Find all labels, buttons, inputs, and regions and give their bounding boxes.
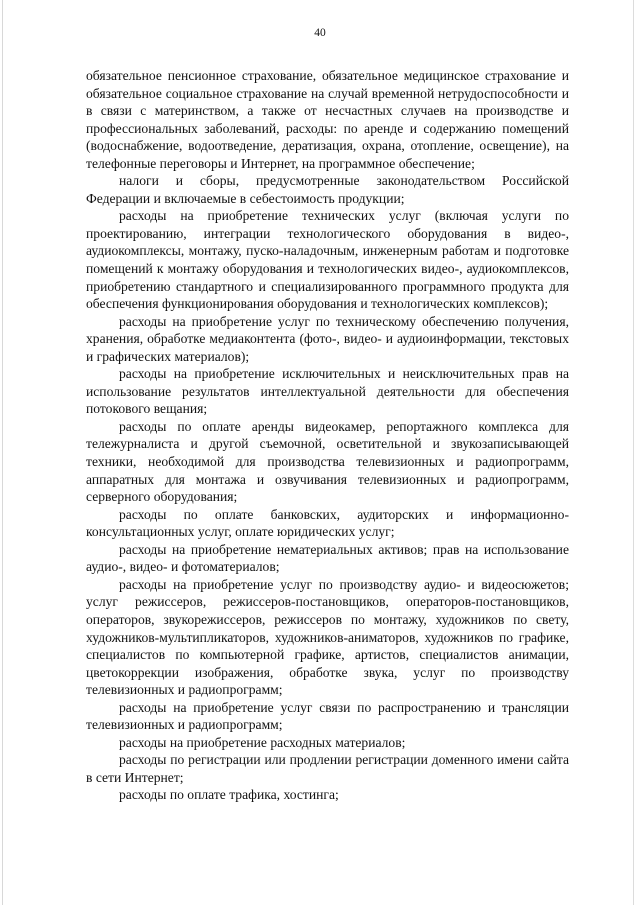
paragraph: расходы на приобретение технических услуг (включая услуги по проектированию, интеграции технологического оборудования в видео-, аудиокомплексы, монтажу, пуско-наладочным, инженерным работам и подготовке помещений к монтажу оборудования и технологических видео-, аудиокомплексов, приобретению стандартного и специализированного программного продукта для обеспечения функционирования оборудования и технологических комплексов); bbox=[86, 208, 569, 312]
document-body bbox=[86, 67, 569, 804]
paragraph: расходы по регистрации или продлении регистрации доменного имени сайта в сети Интернет; bbox=[86, 752, 569, 785]
paragraph: расходы по оплате трафика, хостинга; bbox=[119, 787, 339, 803]
paragraph: расходы на приобретение услуг связи по распространению и трансляции телевизионных и радиопрограмм; bbox=[86, 699, 569, 733]
paragraph: расходы на приобретение исключительных и неисключительных прав на использование результатов интеллектуальной деятельности для обеспечения потокового вещания; bbox=[86, 366, 569, 417]
paragraph: расходы на приобретение нематериальных активов; прав на использование аудио-, видео- и фотоматериалов; bbox=[86, 541, 569, 575]
page-number: 40 bbox=[314, 27, 326, 39]
paragraph: расходы на приобретение расходных материалов; bbox=[119, 734, 406, 750]
paragraph: расходы на приобретение услуг по производству аудио- и видеосюжетов; услуг режиссеров, режиссеров-постановщиков, операторов-постановщиков, операторов, звукорежиссеров, режиссеров по монтажу, художников по свету, художников-мультипликаторов, художников-аниматоров, художников по графике, специалистов по компьютерной графике, артистов, специалистов анимации, цветокоррекции изображения, обработке звука, услуг по производству телевизионных и радиопрограмм; bbox=[86, 576, 569, 698]
paragraph: налоги и сборы, предусмотренные законодательством Российской Федерации и включаемые в себестоимость продукции; bbox=[86, 173, 569, 206]
paragraph: расходы по оплате банковских, аудиторских и информационно-консультационных услуг, оплате юридических услуг; bbox=[86, 506, 569, 540]
scan-edge-right bbox=[633, 0, 634, 905]
paragraph: обязательное пенсионное страхование, обязательное медицинское страхование и обязательное социальное страхование на случай временной нетрудоспособности и в связи с материнством, а также от несчастных случаев на производстве и профессиональных заболеваний, расходы: по аренде и содержанию помещений (водоснабжение, водоотведение, дератизация, охрана, отопление, освещение), на телефонные переговоры и Интернет, на программное обеспечение; bbox=[86, 68, 569, 171]
paragraph: расходы по оплате аренды видеокамер, репортажного комплекса для тележурналиста и другой съемочной, осветительной и звукозаписывающей техники, необходимой для производства телевизионных и радиопрограмм, аппаратных для монтажа и озвучивания телевизионных и радиопрограмм, серверного оборудования; bbox=[86, 418, 569, 505]
scan-edge-left bbox=[2, 0, 3, 905]
paragraph: расходы на приобретение услуг по техническому обеспечению получения, хранения, обработке медиаконтента (фото-, видео- и аудиоинформации, текстовых и графических материалов); bbox=[86, 313, 569, 364]
